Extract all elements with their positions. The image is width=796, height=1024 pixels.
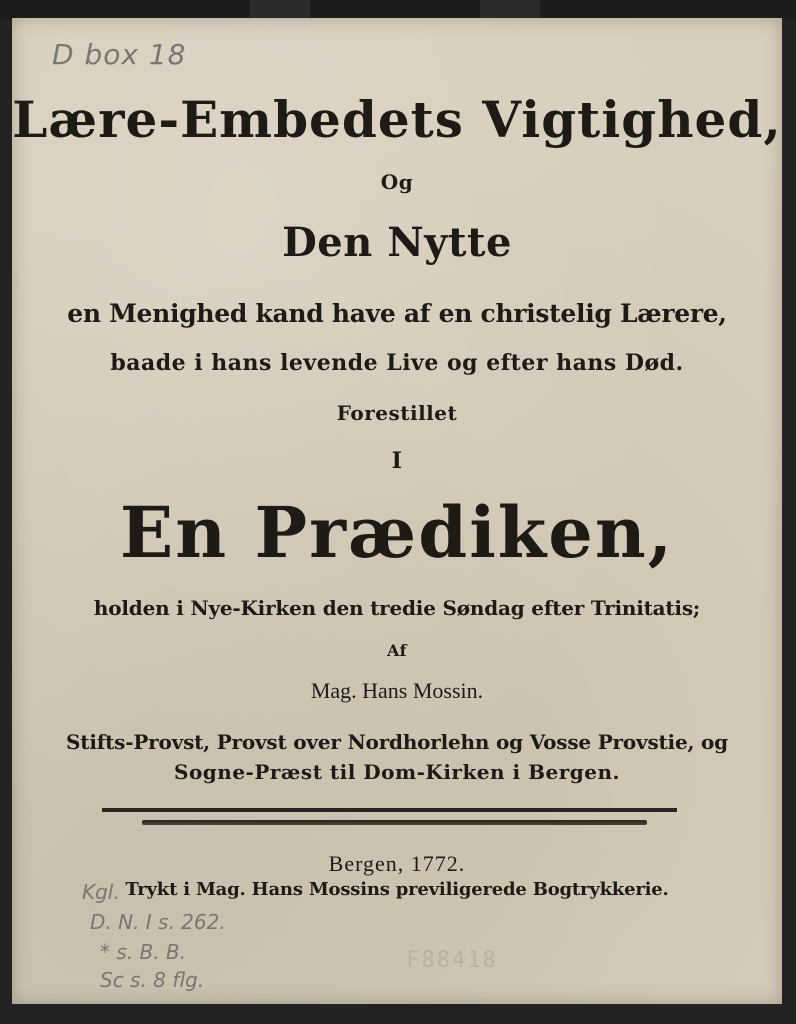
subject-heading: Den Nytte [282,219,512,266]
office-line-1: Stifts-Provst, Provst over Nordhorlehn og Vosse Provstie, og [66,730,728,754]
shelfmark-note: D box 18 [52,38,187,71]
by-label: Af [386,641,407,660]
ornamental-rule-thin [142,820,647,825]
pencil-note-1: Kgl. [82,880,120,904]
subtitle-line-1: en Menighed kand have af en christelig Lærere, [67,299,727,328]
pencil-note-2: D. N. I s. 262. [90,910,226,934]
clip-notch [480,0,540,18]
scanner-top-strip [0,0,796,20]
author-name: Mag. Hans Mossin. [310,678,484,703]
office-line-2: Sogne-Præst til Dom-Kirken i Bergen. [174,760,620,784]
occasion-line: holden i Nye-Kirken den tredie Søndag efter Trinitatis; [93,596,701,620]
imprint-printer: Trykt i Mag. Hans Mossins previligerede Bogtrykkerie. [125,879,669,900]
ornamental-rule-thick [102,808,677,812]
pencil-note-4: Sc s. 8 flg. [100,968,205,992]
presented-label: Forestillet [336,401,458,425]
library-stamp: F88418 [406,948,498,973]
conjunction: Og [380,170,414,194]
title-page [12,18,782,1004]
clip-notch [250,0,310,18]
preposition: I [391,448,403,474]
title-line: Lære-Embedets Vigtighed, [12,90,782,149]
pencil-note-3: * s. B. B. [100,940,187,964]
imprint-place-year: Bergen, 1772. [328,851,466,876]
main-title: En Prædiken, [119,491,675,574]
subtitle-line-2: baade i hans levende Live og efter hans Død. [110,350,684,376]
